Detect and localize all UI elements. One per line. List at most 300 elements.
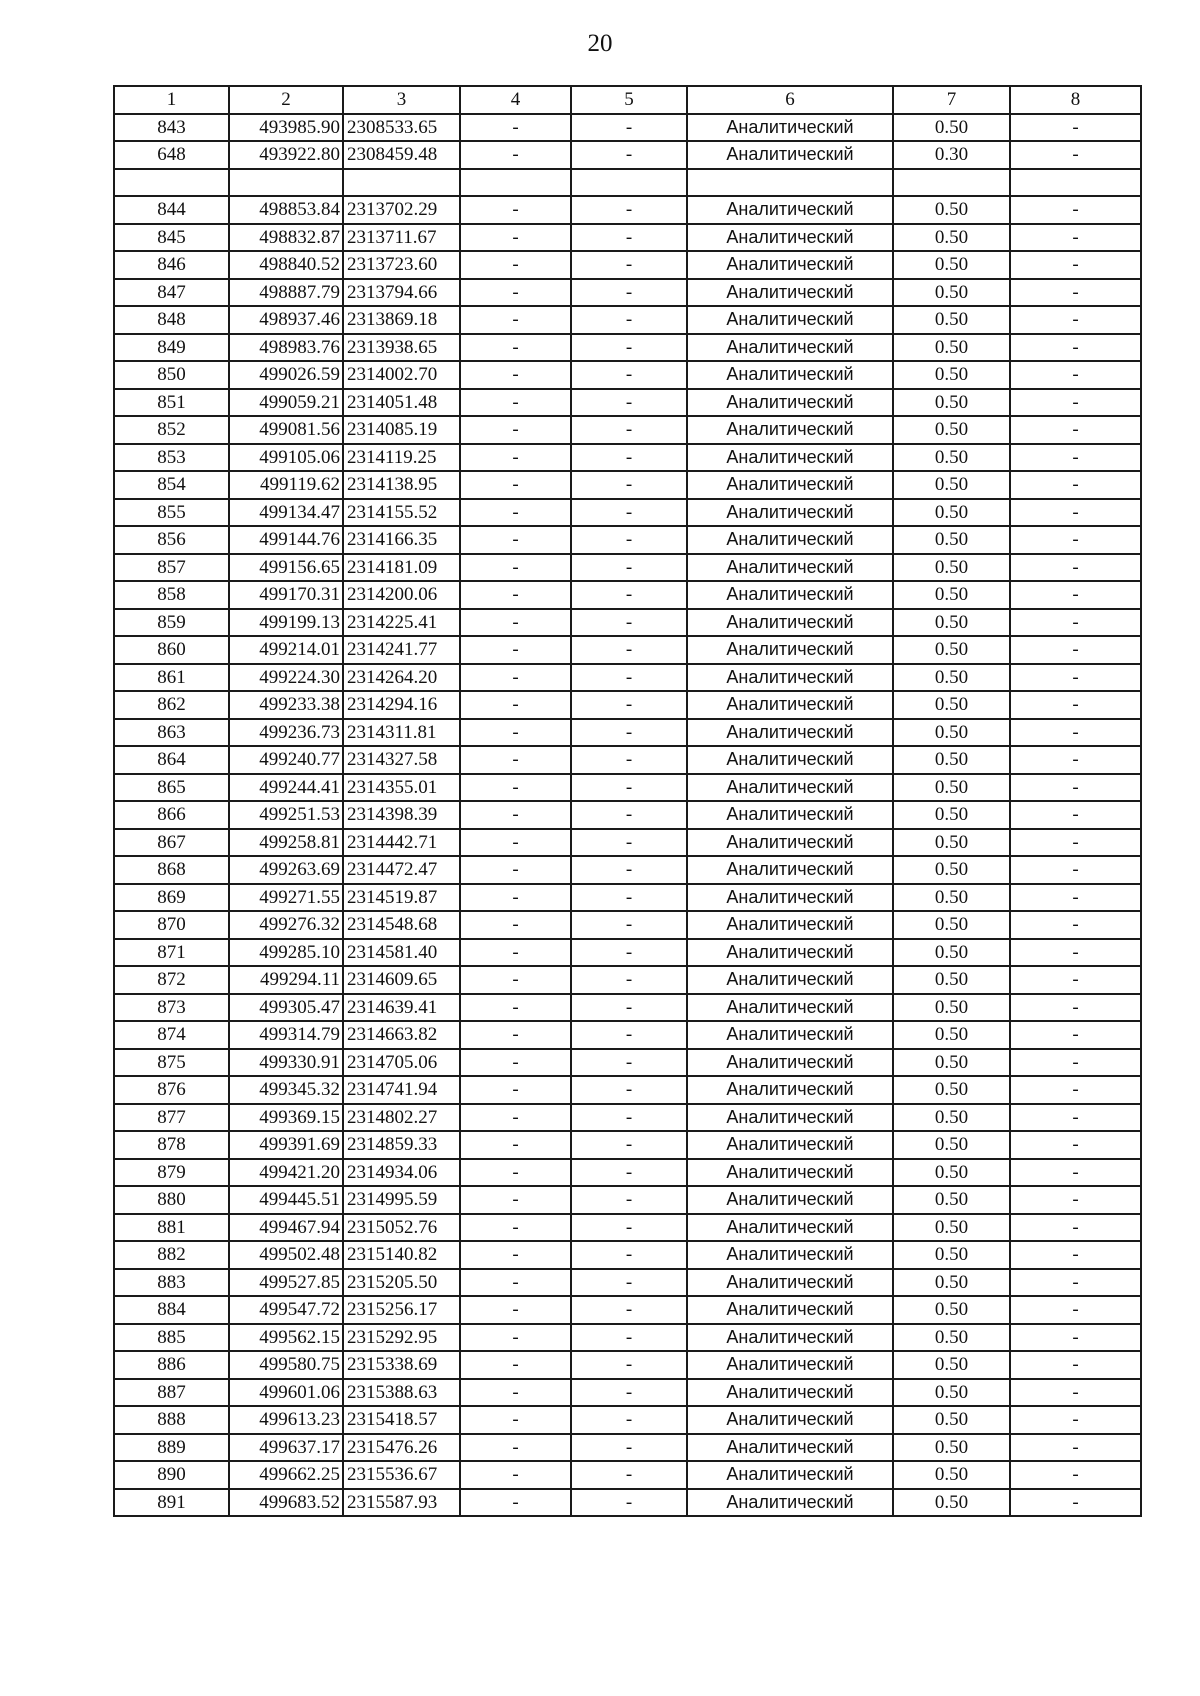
- column-4-cell: -: [460, 526, 571, 554]
- column-8-cell: -: [1010, 361, 1141, 389]
- accuracy-cell: 0.50: [893, 856, 1010, 884]
- point-number-cell: 854: [114, 471, 229, 499]
- y-coordinate-cell: 2314355.01: [343, 774, 460, 802]
- column-header: 3: [343, 86, 460, 114]
- y-coordinate-cell: [343, 169, 460, 197]
- method-cell: Аналитический: [687, 499, 893, 527]
- y-coordinate-cell: 2315536.67: [343, 1461, 460, 1489]
- y-coordinate-cell: 2314002.70: [343, 361, 460, 389]
- method-cell: Аналитический: [687, 554, 893, 582]
- column-8-cell: -: [1010, 1049, 1141, 1077]
- x-coordinate-cell: 499683.52: [229, 1489, 343, 1517]
- point-number-cell: 862: [114, 691, 229, 719]
- column-header: 1: [114, 86, 229, 114]
- x-coordinate-cell: 499251.53: [229, 801, 343, 829]
- table-row: [114, 334, 1141, 362]
- x-coordinate-cell: 498983.76: [229, 334, 343, 362]
- point-number-cell: 846: [114, 251, 229, 279]
- column-5-cell: -: [571, 664, 687, 692]
- point-number-cell: 880: [114, 1186, 229, 1214]
- method-cell: Аналитический: [687, 416, 893, 444]
- column-5-cell: -: [571, 196, 687, 224]
- method-cell: Аналитический: [687, 1351, 893, 1379]
- x-coordinate-cell: 499502.48: [229, 1241, 343, 1269]
- y-coordinate-cell: 2313794.66: [343, 279, 460, 307]
- table-row: [114, 471, 1141, 499]
- x-coordinate-cell: 499467.94: [229, 1214, 343, 1242]
- column-4-cell: -: [460, 1379, 571, 1407]
- column-5-cell: -: [571, 1489, 687, 1517]
- column-4-cell: -: [460, 774, 571, 802]
- y-coordinate-cell: 2314085.19: [343, 416, 460, 444]
- column-5-cell: -: [571, 306, 687, 334]
- column-5-cell: [571, 169, 687, 197]
- point-number-cell: [114, 169, 229, 197]
- column-5-cell: -: [571, 856, 687, 884]
- column-8-cell: -: [1010, 1406, 1141, 1434]
- x-coordinate-cell: 499236.73: [229, 719, 343, 747]
- method-cell: Аналитический: [687, 389, 893, 417]
- table-row: [114, 774, 1141, 802]
- point-number-cell: 885: [114, 1324, 229, 1352]
- column-5-cell: -: [571, 279, 687, 307]
- point-number-cell: 856: [114, 526, 229, 554]
- column-4-cell: -: [460, 636, 571, 664]
- accuracy-cell: 0.50: [893, 1296, 1010, 1324]
- y-coordinate-cell: 2314663.82: [343, 1021, 460, 1049]
- point-number-cell: 843: [114, 114, 229, 142]
- column-8-cell: -: [1010, 829, 1141, 857]
- accuracy-cell: 0.50: [893, 1434, 1010, 1462]
- column-8-cell: -: [1010, 1104, 1141, 1132]
- y-coordinate-cell: 2315388.63: [343, 1379, 460, 1407]
- x-coordinate-cell: 498853.84: [229, 196, 343, 224]
- x-coordinate-cell: 499637.17: [229, 1434, 343, 1462]
- column-8-cell: -: [1010, 664, 1141, 692]
- x-coordinate-cell: 499421.20: [229, 1159, 343, 1187]
- y-coordinate-cell: 2313938.65: [343, 334, 460, 362]
- column-8-cell: -: [1010, 581, 1141, 609]
- column-5-cell: -: [571, 1076, 687, 1104]
- column-header: 4: [460, 86, 571, 114]
- x-coordinate-cell: 499276.32: [229, 911, 343, 939]
- accuracy-cell: 0.50: [893, 746, 1010, 774]
- table-row: [114, 1131, 1141, 1159]
- x-coordinate-cell: [229, 169, 343, 197]
- column-8-cell: -: [1010, 966, 1141, 994]
- table-row: [114, 911, 1141, 939]
- y-coordinate-cell: 2314705.06: [343, 1049, 460, 1077]
- column-8-cell: -: [1010, 1489, 1141, 1517]
- accuracy-cell: 0.50: [893, 1351, 1010, 1379]
- accuracy-cell: 0.50: [893, 1104, 1010, 1132]
- x-coordinate-cell: 499224.30: [229, 664, 343, 692]
- table-row: [114, 856, 1141, 884]
- x-coordinate-cell: 498840.52: [229, 251, 343, 279]
- column-4-cell: -: [460, 141, 571, 169]
- column-8-cell: -: [1010, 856, 1141, 884]
- column-4-cell: -: [460, 1351, 571, 1379]
- x-coordinate-cell: 499156.65: [229, 554, 343, 582]
- column-8-cell: -: [1010, 1131, 1141, 1159]
- table-row: [114, 196, 1141, 224]
- column-4-cell: -: [460, 1076, 571, 1104]
- column-5-cell: -: [571, 994, 687, 1022]
- accuracy-cell: 0.50: [893, 279, 1010, 307]
- column-5-cell: -: [571, 554, 687, 582]
- column-header: 2: [229, 86, 343, 114]
- accuracy-cell: 0.50: [893, 224, 1010, 252]
- table-row: [114, 1104, 1141, 1132]
- method-cell: Аналитический: [687, 1214, 893, 1242]
- accuracy-cell: 0.50: [893, 251, 1010, 279]
- accuracy-cell: 0.50: [893, 994, 1010, 1022]
- column-8-cell: -: [1010, 1296, 1141, 1324]
- table-body: [114, 114, 1141, 1517]
- column-4-cell: -: [460, 1104, 571, 1132]
- column-5-cell: -: [571, 1434, 687, 1462]
- x-coordinate-cell: 499580.75: [229, 1351, 343, 1379]
- column-8-cell: -: [1010, 1021, 1141, 1049]
- accuracy-cell: 0.50: [893, 609, 1010, 637]
- x-coordinate-cell: 499271.55: [229, 884, 343, 912]
- column-5-cell: -: [571, 471, 687, 499]
- column-4-cell: -: [460, 1406, 571, 1434]
- y-coordinate-cell: 2314119.25: [343, 444, 460, 472]
- method-cell: Аналитический: [687, 1104, 893, 1132]
- x-coordinate-cell: 499601.06: [229, 1379, 343, 1407]
- method-cell: Аналитический: [687, 114, 893, 142]
- column-4-cell: -: [460, 1296, 571, 1324]
- column-8-cell: -: [1010, 306, 1141, 334]
- method-cell: Аналитический: [687, 279, 893, 307]
- column-8-cell: -: [1010, 251, 1141, 279]
- column-8-cell: -: [1010, 1461, 1141, 1489]
- point-number-cell: 858: [114, 581, 229, 609]
- accuracy-cell: [893, 169, 1010, 197]
- point-number-cell: 869: [114, 884, 229, 912]
- accuracy-cell: 0.30: [893, 141, 1010, 169]
- column-5-cell: -: [571, 1324, 687, 1352]
- point-number-cell: 888: [114, 1406, 229, 1434]
- table-row: [114, 499, 1141, 527]
- x-coordinate-cell: 493922.80: [229, 141, 343, 169]
- column-5-cell: -: [571, 141, 687, 169]
- table-row: [114, 251, 1141, 279]
- point-number-cell: 877: [114, 1104, 229, 1132]
- table-row: [114, 939, 1141, 967]
- column-header: 7: [893, 86, 1010, 114]
- accuracy-cell: 0.50: [893, 1131, 1010, 1159]
- accuracy-cell: 0.50: [893, 1241, 1010, 1269]
- y-coordinate-cell: 2314200.06: [343, 581, 460, 609]
- accuracy-cell: 0.50: [893, 911, 1010, 939]
- table-row: [114, 746, 1141, 774]
- column-5-cell: -: [571, 1379, 687, 1407]
- y-coordinate-cell: 2313702.29: [343, 196, 460, 224]
- table-row: [114, 1379, 1141, 1407]
- point-number-cell: 886: [114, 1351, 229, 1379]
- x-coordinate-cell: 498832.87: [229, 224, 343, 252]
- method-cell: Аналитический: [687, 856, 893, 884]
- accuracy-cell: 0.50: [893, 1324, 1010, 1352]
- column-8-cell: -: [1010, 1241, 1141, 1269]
- accuracy-cell: 0.50: [893, 1021, 1010, 1049]
- point-number-cell: 857: [114, 554, 229, 582]
- accuracy-cell: 0.50: [893, 1159, 1010, 1187]
- column-4-cell: -: [460, 554, 571, 582]
- y-coordinate-cell: 2315418.57: [343, 1406, 460, 1434]
- column-8-cell: -: [1010, 719, 1141, 747]
- x-coordinate-cell: 499244.41: [229, 774, 343, 802]
- x-coordinate-cell: 499445.51: [229, 1186, 343, 1214]
- x-coordinate-cell: 499285.10: [229, 939, 343, 967]
- column-8-cell: -: [1010, 801, 1141, 829]
- column-5-cell: -: [571, 1186, 687, 1214]
- table-row: [114, 416, 1141, 444]
- column-8-cell: -: [1010, 224, 1141, 252]
- y-coordinate-cell: 2315338.69: [343, 1351, 460, 1379]
- column-8-cell: -: [1010, 389, 1141, 417]
- column-5-cell: -: [571, 1021, 687, 1049]
- column-8-cell: -: [1010, 279, 1141, 307]
- point-number-cell: 851: [114, 389, 229, 417]
- column-4-cell: -: [460, 829, 571, 857]
- method-cell: Аналитический: [687, 306, 893, 334]
- column-8-cell: -: [1010, 1351, 1141, 1379]
- x-coordinate-cell: 499144.76: [229, 526, 343, 554]
- x-coordinate-cell: 493985.90: [229, 114, 343, 142]
- accuracy-cell: 0.50: [893, 526, 1010, 554]
- table-row: [114, 609, 1141, 637]
- table-row: [114, 1489, 1141, 1517]
- table-row: [114, 636, 1141, 664]
- x-coordinate-cell: 499330.91: [229, 1049, 343, 1077]
- accuracy-cell: 0.50: [893, 196, 1010, 224]
- y-coordinate-cell: 2314311.81: [343, 719, 460, 747]
- point-number-cell: 871: [114, 939, 229, 967]
- x-coordinate-cell: 499119.62: [229, 471, 343, 499]
- column-header: 8: [1010, 86, 1141, 114]
- point-number-cell: 855: [114, 499, 229, 527]
- point-number-cell: 853: [114, 444, 229, 472]
- table-row: [114, 389, 1141, 417]
- accuracy-cell: 0.50: [893, 636, 1010, 664]
- method-cell: Аналитический: [687, 581, 893, 609]
- point-number-cell: 866: [114, 801, 229, 829]
- y-coordinate-cell: 2315256.17: [343, 1296, 460, 1324]
- table-row: [114, 801, 1141, 829]
- point-number-cell: 876: [114, 1076, 229, 1104]
- method-cell: Аналитический: [687, 1186, 893, 1214]
- column-4-cell: -: [460, 224, 571, 252]
- method-cell: Аналитический: [687, 251, 893, 279]
- method-cell: Аналитический: [687, 1434, 893, 1462]
- column-5-cell: -: [571, 416, 687, 444]
- column-8-cell: -: [1010, 334, 1141, 362]
- column-4-cell: -: [460, 279, 571, 307]
- accuracy-cell: 0.50: [893, 1379, 1010, 1407]
- column-4-cell: -: [460, 1214, 571, 1242]
- column-5-cell: -: [571, 636, 687, 664]
- table-row: [114, 141, 1141, 169]
- table-row: [114, 526, 1141, 554]
- column-4-cell: -: [460, 856, 571, 884]
- column-5-cell: -: [571, 1461, 687, 1489]
- table-row: [114, 719, 1141, 747]
- table-row: [114, 1296, 1141, 1324]
- x-coordinate-cell: 499562.15: [229, 1324, 343, 1352]
- table-row: [114, 1159, 1141, 1187]
- accuracy-cell: 0.50: [893, 801, 1010, 829]
- column-4-cell: -: [460, 994, 571, 1022]
- method-cell: Аналитический: [687, 526, 893, 554]
- column-8-cell: -: [1010, 1434, 1141, 1462]
- column-4-cell: -: [460, 389, 571, 417]
- column-4-cell: [460, 169, 571, 197]
- column-4-cell: -: [460, 581, 571, 609]
- accuracy-cell: 0.50: [893, 306, 1010, 334]
- table-row: [114, 224, 1141, 252]
- method-cell: Аналитический: [687, 1269, 893, 1297]
- y-coordinate-cell: 2314155.52: [343, 499, 460, 527]
- column-8-cell: -: [1010, 196, 1141, 224]
- accuracy-cell: 0.50: [893, 719, 1010, 747]
- column-4-cell: -: [460, 1131, 571, 1159]
- y-coordinate-cell: 2314264.20: [343, 664, 460, 692]
- column-4-cell: -: [460, 1021, 571, 1049]
- point-number-cell: 879: [114, 1159, 229, 1187]
- column-4-cell: -: [460, 1489, 571, 1517]
- header-row: [114, 86, 1141, 114]
- table-row: [114, 691, 1141, 719]
- y-coordinate-cell: 2314051.48: [343, 389, 460, 417]
- y-coordinate-cell: 2314934.06: [343, 1159, 460, 1187]
- table-row: [114, 1241, 1141, 1269]
- column-5-cell: -: [571, 774, 687, 802]
- column-8-cell: -: [1010, 1186, 1141, 1214]
- column-4-cell: -: [460, 746, 571, 774]
- column-4-cell: -: [460, 609, 571, 637]
- column-5-cell: -: [571, 499, 687, 527]
- column-8-cell: -: [1010, 1269, 1141, 1297]
- accuracy-cell: 0.50: [893, 416, 1010, 444]
- method-cell: Аналитический: [687, 1489, 893, 1517]
- column-5-cell: -: [571, 1131, 687, 1159]
- table-row: [114, 361, 1141, 389]
- accuracy-cell: 0.50: [893, 1269, 1010, 1297]
- column-4-cell: -: [460, 361, 571, 389]
- table-row: [114, 169, 1141, 197]
- column-5-cell: -: [571, 444, 687, 472]
- column-4-cell: -: [460, 691, 571, 719]
- point-number-cell: 868: [114, 856, 229, 884]
- column-5-cell: -: [571, 609, 687, 637]
- column-5-cell: -: [571, 746, 687, 774]
- column-8-cell: -: [1010, 554, 1141, 582]
- method-cell: Аналитический: [687, 1406, 893, 1434]
- column-8-cell: -: [1010, 1324, 1141, 1352]
- column-4-cell: -: [460, 114, 571, 142]
- accuracy-cell: 0.50: [893, 1049, 1010, 1077]
- accuracy-cell: 0.50: [893, 499, 1010, 527]
- point-number-cell: 889: [114, 1434, 229, 1462]
- y-coordinate-cell: 2315292.95: [343, 1324, 460, 1352]
- table-row: [114, 279, 1141, 307]
- x-coordinate-cell: 498937.46: [229, 306, 343, 334]
- column-8-cell: -: [1010, 609, 1141, 637]
- y-coordinate-cell: 2314442.71: [343, 829, 460, 857]
- table-row: [114, 1186, 1141, 1214]
- point-number-cell: 870: [114, 911, 229, 939]
- x-coordinate-cell: 499345.32: [229, 1076, 343, 1104]
- method-cell: Аналитический: [687, 801, 893, 829]
- point-number-cell: 881: [114, 1214, 229, 1242]
- method-cell: Аналитический: [687, 444, 893, 472]
- y-coordinate-cell: 2314995.59: [343, 1186, 460, 1214]
- point-number-cell: 648: [114, 141, 229, 169]
- accuracy-cell: 0.50: [893, 1406, 1010, 1434]
- column-5-cell: -: [571, 224, 687, 252]
- method-cell: Аналитический: [687, 691, 893, 719]
- column-5-cell: -: [571, 251, 687, 279]
- column-5-cell: -: [571, 911, 687, 939]
- point-number-cell: 852: [114, 416, 229, 444]
- point-number-cell: 847: [114, 279, 229, 307]
- method-cell: Аналитический: [687, 1049, 893, 1077]
- table-row: [114, 554, 1141, 582]
- point-number-cell: 882: [114, 1241, 229, 1269]
- point-number-cell: 883: [114, 1269, 229, 1297]
- accuracy-cell: 0.50: [893, 554, 1010, 582]
- column-5-cell: -: [571, 526, 687, 554]
- method-cell: Аналитический: [687, 471, 893, 499]
- y-coordinate-cell: 2314472.47: [343, 856, 460, 884]
- point-number-cell: 874: [114, 1021, 229, 1049]
- column-4-cell: -: [460, 801, 571, 829]
- point-number-cell: 859: [114, 609, 229, 637]
- column-5-cell: -: [571, 1269, 687, 1297]
- column-8-cell: -: [1010, 746, 1141, 774]
- method-cell: Аналитический: [687, 1296, 893, 1324]
- method-cell: Аналитический: [687, 609, 893, 637]
- column-8-cell: -: [1010, 526, 1141, 554]
- coordinates-table: [113, 85, 1142, 1517]
- point-number-cell: 848: [114, 306, 229, 334]
- column-4-cell: -: [460, 966, 571, 994]
- y-coordinate-cell: 2315140.82: [343, 1241, 460, 1269]
- point-number-cell: 860: [114, 636, 229, 664]
- method-cell: Аналитический: [687, 361, 893, 389]
- x-coordinate-cell: 499613.23: [229, 1406, 343, 1434]
- column-5-cell: -: [571, 334, 687, 362]
- x-coordinate-cell: 499134.47: [229, 499, 343, 527]
- table-row: [114, 1049, 1141, 1077]
- y-coordinate-cell: 2314859.33: [343, 1131, 460, 1159]
- column-8-cell: -: [1010, 994, 1141, 1022]
- column-4-cell: -: [460, 664, 571, 692]
- column-8-cell: -: [1010, 939, 1141, 967]
- point-number-cell: 867: [114, 829, 229, 857]
- x-coordinate-cell: 498887.79: [229, 279, 343, 307]
- table-row: [114, 444, 1141, 472]
- column-4-cell: -: [460, 471, 571, 499]
- y-coordinate-cell: 2315205.50: [343, 1269, 460, 1297]
- column-4-cell: -: [460, 911, 571, 939]
- x-coordinate-cell: 499258.81: [229, 829, 343, 857]
- accuracy-cell: 0.50: [893, 774, 1010, 802]
- point-number-cell: 875: [114, 1049, 229, 1077]
